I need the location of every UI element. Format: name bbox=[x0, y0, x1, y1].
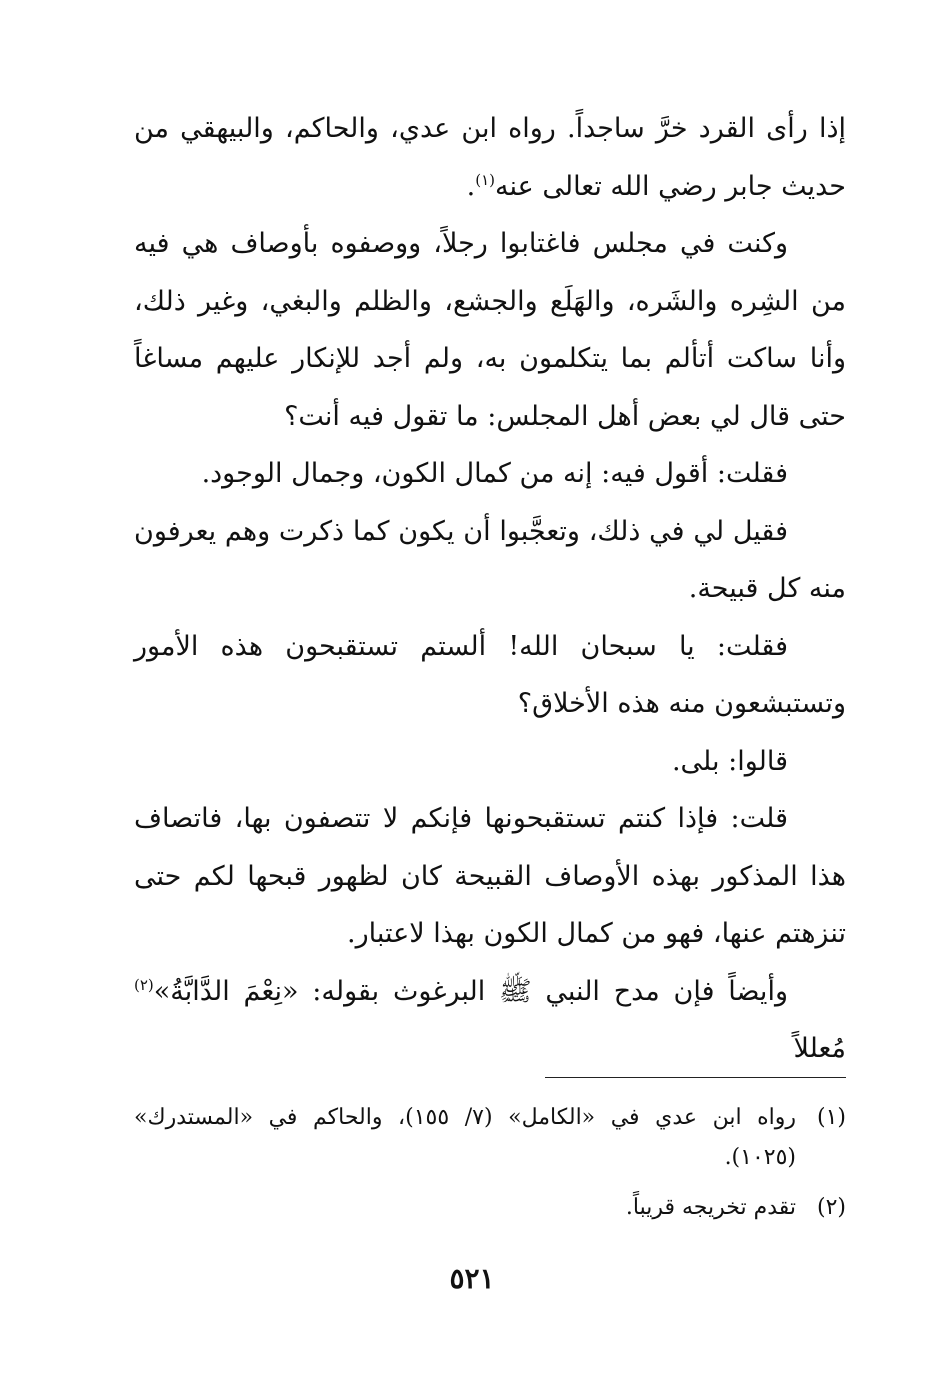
paragraph-1-text: إذا رأى القرد خرَّ ساجداً. رواه ابن عدي، والحاكم، والبيهقي من حديث جابر رضي الله تعالى عنه bbox=[134, 113, 846, 202]
page-number: ٥٢١ bbox=[449, 1262, 495, 1295]
paragraph-3: فقلت: أقول فيه: إنه من كمال الكون، وجمال الوجود. bbox=[201, 458, 788, 489]
paragraph-8-tail: مُعللاً bbox=[793, 1033, 846, 1064]
footnote-1 bbox=[134, 1098, 846, 1178]
paragraph-8-text: وأيضاً فإن مدح النبي ﷺ البرغوث بقوله: «نِعْمَ الدَّابَّةُ» bbox=[153, 975, 788, 1007]
footnote-text: رواه ابن عدي في «الكامل» (٧/ ١٥٥)، والحاكم في «المستدرك» (١٠٢٥). bbox=[134, 1105, 797, 1170]
body-text bbox=[134, 100, 846, 1078]
paragraph-2: وكنت في مجلس فاغتابوا رجلاً، ووصفوه بأوصاف هي فيه من الشِره والشَره، والهَلَع والجشع، والظلم والبغي، وغير ذلك، وأنا ساكت أتألم بما يتكلمون به، ولم أجد للإنكار عليهم مساغاً حتى قال لي بعض أهل المجلس: ما تقول فيه أنت؟ bbox=[134, 228, 846, 432]
paragraph-6: قالوا: بلى. bbox=[671, 745, 788, 777]
footnote-text: تقدم تخريجه قريباً. bbox=[625, 1195, 796, 1220]
paragraph-1-tail: . bbox=[466, 170, 476, 202]
footnote-number: (٢) bbox=[816, 1195, 846, 1220]
footnote-2 bbox=[134, 1188, 846, 1228]
paragraph-4: فقيل لي في ذلك، وتعجَّبوا أن يكون كما ذكرت وهم يعرفون منه كل قبيحة. bbox=[134, 515, 846, 604]
footnote-divider bbox=[545, 1077, 846, 1078]
paragraph-1 bbox=[134, 100, 846, 215]
paragraph-5: فقلت: يا سبحان الله! ألستم تستقبحون هذه الأمور وتستبشعون منه هذه الأخلاق؟ bbox=[134, 630, 846, 719]
footnote-ref-1: (١) bbox=[475, 170, 496, 189]
paragraph-8 bbox=[134, 963, 846, 1078]
footnote-number: (١) bbox=[816, 1105, 846, 1130]
footnotes bbox=[134, 1098, 846, 1238]
paragraph-7: قلت: فإذا كنتم تستقبحونها فإنكم لا تتصفون بها، فاتصاف هذا المذكور بهذه الأوصاف القبيحة كان لظهور قبحها لكم حتى تنزهتم عنها، فهو من كمال الكون بهذا لاعتبار. bbox=[134, 803, 846, 949]
footnote-ref-2: (٢) bbox=[134, 975, 154, 994]
